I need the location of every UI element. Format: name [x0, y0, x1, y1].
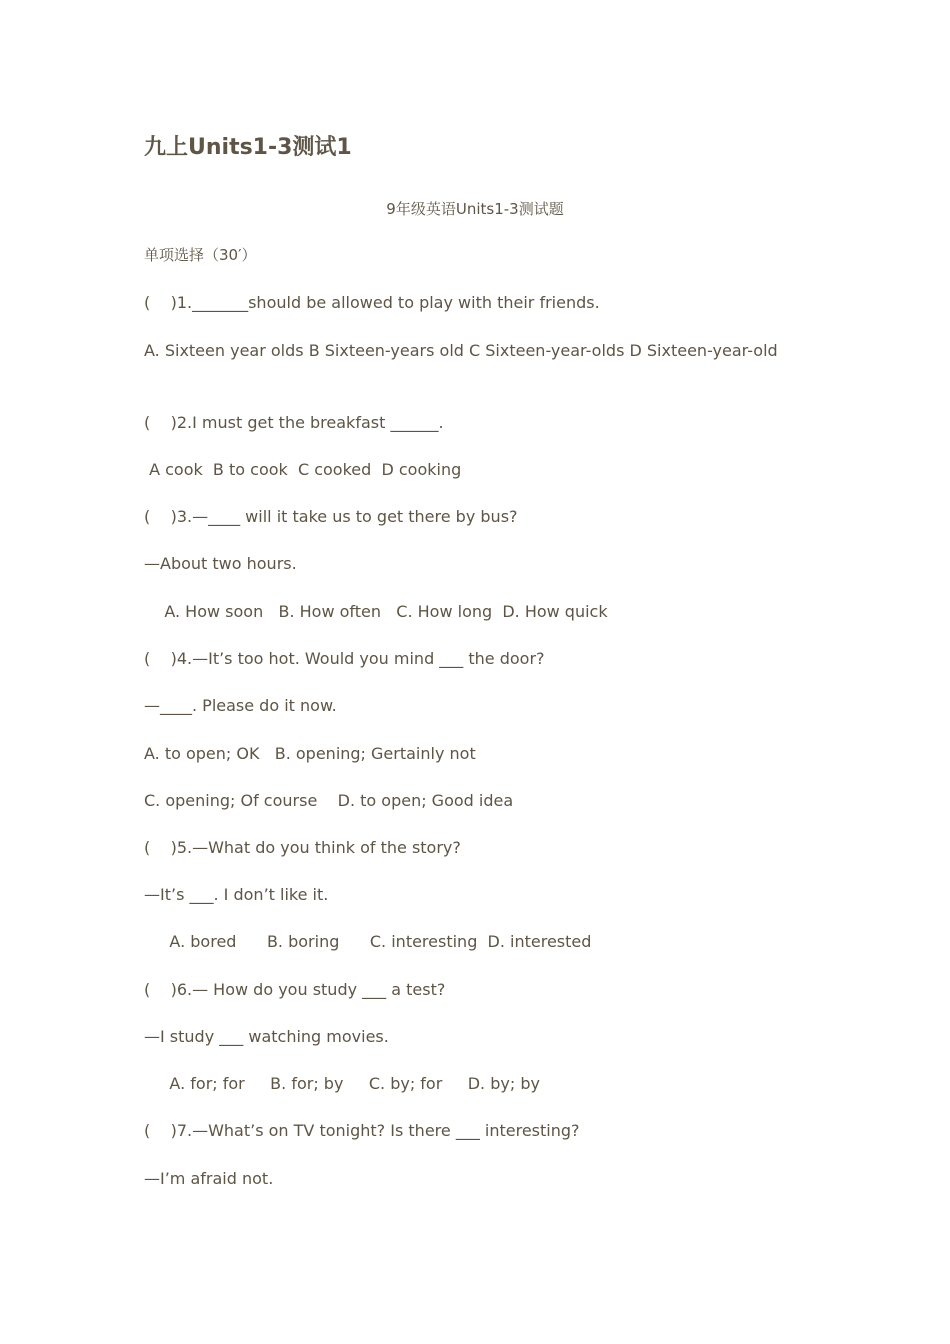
question-5-options: A. bored B. boring C. interesting D. interested [144, 932, 592, 951]
section-heading: 单项选择（30′） [144, 246, 257, 264]
question-6: ( )6.— How do you study ___ a test? [144, 980, 446, 999]
question-4-answer: —____. Please do it now. [144, 696, 337, 715]
question-3: ( )3.—____ will it take us to get there by bus? [144, 507, 518, 526]
question-1-options: A. Sixteen year olds B Sixteen-years old C Sixteen-year-olds D Sixteen-year-old [144, 341, 778, 360]
question-3-options: A. How soon B. How often C. How long D. How quick [144, 602, 608, 621]
question-7-answer: —I’m afraid not. [144, 1169, 274, 1188]
question-2-options: A cook B to cook C cooked D cooking [144, 460, 462, 479]
question-4-options-cd: C. opening; Of course D. to open; Good idea [144, 791, 514, 810]
question-4: ( )4.—It’s too hot. Would you mind ___ the door? [144, 649, 545, 668]
document-title: 九上Units1-3测试1 [144, 135, 352, 160]
document-subtitle: 9年级英语Units1-3测试题 [386, 200, 564, 218]
question-1: ( )1._______should be allowed to play with their friends. [144, 293, 600, 312]
question-6-answer: —I study ___ watching movies. [144, 1027, 389, 1046]
question-7: ( )7.—What’s on TV tonight? Is there ___ interesting? [144, 1121, 580, 1140]
question-6-options: A. for; for B. for; by C. by; for D. by; by [144, 1074, 540, 1093]
question-4-options-ab: A. to open; OK B. opening; Gertainly not [144, 744, 476, 763]
question-5-answer: —It’s ___. I don’t like it. [144, 885, 329, 904]
question-3-answer: —About two hours. [144, 554, 297, 573]
question-2: ( )2.I must get the breakfast ______. [144, 413, 444, 432]
question-5: ( )5.—What do you think of the story? [144, 838, 461, 857]
